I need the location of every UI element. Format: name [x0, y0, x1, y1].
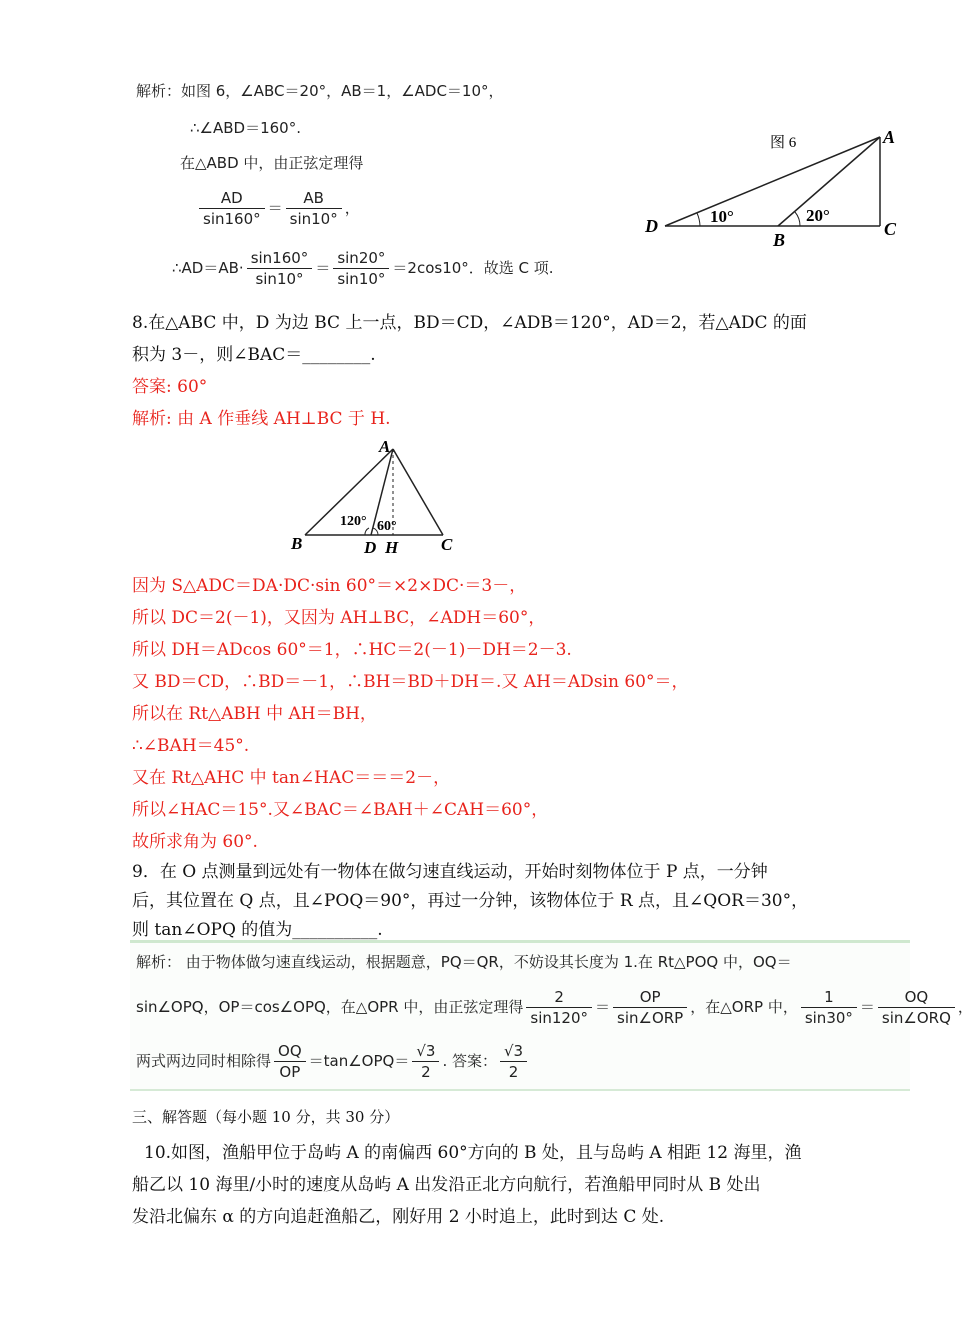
fraction-oq-sinorq: $\frac{OQ}{\text{sin∠ORQ}}$ — [878, 987, 955, 1028]
q8fig-label-h: H — [385, 538, 399, 557]
fraction-sin160-sin10: $\frac{\sin 160^\circ}{\sin 10^\circ}$ — [247, 248, 313, 289]
q8-step: 所以在 Rt△ABH 中 AH＝BH， — [132, 704, 377, 724]
q9-solution-box — [130, 940, 973, 1091]
q9-line1: 9．在 O 点测量到远处有一物体在做匀速直线运动，开始时刻物体位于 P 点，一分钟 — [132, 862, 768, 882]
q10-line2: 船乙以 10 海里/小时的速度从岛屿 A 出发沿正北方向航行，若渔船甲同时从 B 处出 — [132, 1175, 761, 1195]
q10-line1: 10.如图，渔船甲位于岛屿 A 的南偏西 60°方向的 B 处，且与岛屿 A 相距 12 海里，渔 — [144, 1143, 802, 1163]
q8-step: 又 BD＝CD，∴BD＝－1，∴BH＝BD＋DH＝.又 AH＝ADsin 60°＝， — [132, 672, 689, 692]
fig6-label-a: A — [883, 127, 896, 147]
fraction-op-sinorp: $\frac{OP}{\text{sin∠ORP}}$ — [613, 987, 687, 1028]
q8-step: 因为 S△ADC＝DA·DC·sin 60°＝×2×DC·＝3－， — [132, 576, 527, 596]
fraction-sin20-sin10: $\frac{\sin 20^\circ}{\sin 10^\circ}$ — [333, 248, 389, 289]
q8-step: 故所求角为 60°. — [132, 832, 258, 852]
q8-step: 所以∠HAC＝15°.又∠BAC＝∠BAH＋∠CAH＝60°， — [132, 800, 549, 820]
q9-line3: 则 tan∠OPQ 的值为__________. — [132, 920, 383, 940]
prev-solution-conclusion: ∴AD＝AB· $\frac{\sin 160^\circ}{\sin 10^\circ}$ ＝ $\frac{\sin 20^\circ}{\sin 10^\circ}$ ＝2cos10°．故选 C 项. — [172, 249, 554, 288]
fig6-label-c: C — [884, 219, 897, 239]
fig6-label-b: B — [773, 230, 786, 250]
q8fig-angle-60-label: 60° — [377, 519, 397, 534]
fraction-ad-sin160: $\frac{AD}{\sin 160^\circ}$ — [199, 188, 265, 229]
q8-answer: 答案: 60° — [132, 377, 208, 397]
q8-step: 所以 DH＝ADcos 60°＝1，∴HC＝2(－1)－DH＝2－3. — [132, 640, 572, 660]
q9-line2: 后，其位置在 Q 点，且∠POQ＝90°，再过一分钟，该物体位于 R 点，且∠QOR＝30°， — [132, 891, 809, 911]
fig6-caption: 图 6 — [770, 135, 797, 151]
q9-solution-row3: 两式两边同时相除得 $\frac{OQ}{OP}$ ＝tan∠OPQ＝ $\frac{√3}{2}$ . 答案： $\frac{√3}{2}$ — [136, 1041, 530, 1082]
q8fig-line-ac — [393, 449, 443, 535]
fraction-oq-op: $\frac{OQ}{OP}$ — [274, 1041, 306, 1082]
q8fig-label-b: B — [291, 534, 303, 553]
fig6-label-d: D — [645, 216, 658, 236]
q8-analysis: 解析: 由 A 作垂线 AH⊥BC 于 H. — [132, 409, 391, 429]
fig6-angle-d-label: 10° — [710, 207, 734, 226]
fraction-sqrt3-2: $\frac{√3}{2}$ — [412, 1041, 439, 1082]
q8-step: 又在 Rt△AHC 中 tan∠HAC＝＝＝2－， — [132, 768, 451, 788]
fig6-angle-b-label: 20° — [806, 206, 830, 225]
fig6-angle-d-arc — [697, 213, 700, 226]
q9-solution-row2: sin∠OPQ，OP＝cos∠OPQ，在△OPR 中，由正弦定理得 $\frac{2}{\sin 120^\circ}$ ＝ $\frac{OP}{\text{sin∠ORP}}$ ，在△ORP 中， $\frac{1}{\sin 30^\circ}$ ＝ $\frac{OQ}{\text{sin∠ORQ}}$ ， — [136, 988, 973, 1027]
fraction-answer-sqrt3-2: $\frac{√3}{2}$ — [500, 1041, 527, 1082]
q8-line1: 8.在△ABC 中，D 为边 BC 上一点，BD＝CD，∠ADB＝120°，AD＝2，若△ADC 的面 — [132, 313, 807, 333]
q8-step: ∴∠BAH＝45°. — [132, 736, 250, 756]
q8-step: 所以 DC＝2(－1)，又因为 AH⊥BC，∠ADH＝60°， — [132, 608, 546, 628]
q8fig-label-d: D — [364, 538, 377, 557]
q9-solution-row1: 解析： 由于物体做匀速直线运动，根据题意，PQ＝QR，不妨设其长度为 1.在 Rt△POQ 中，OQ＝ — [136, 953, 792, 971]
q10-line3: 发沿北偏东 α 的方向追赶渔船乙，刚好用 2 小时追上，此时到达 C 处. — [132, 1207, 665, 1227]
q8-line2: 积为 3－，则∠BAC＝________. — [132, 345, 376, 365]
figure-q8-triangle — [285, 436, 470, 558]
q8fig-angle-120-arc — [365, 528, 369, 535]
prev-solution-equation: $\frac{AD}{\sin 160^\circ}$ ＝ $\frac{AB}{\sin 10^\circ}$ ， — [196, 188, 360, 229]
q8fig-label-a: A — [379, 437, 391, 456]
fraction-1-sin30: $\frac{1}{\sin 30^\circ}$ — [801, 987, 857, 1028]
q8fig-label-c: C — [441, 535, 453, 554]
prev-solution-line2: ∴∠ABD＝160°. — [190, 119, 301, 137]
figure-6 — [640, 125, 910, 250]
prev-solution-line1: 解析：如图 6，∠ABC＝20°，AB＝1，∠ADC＝10°， — [136, 82, 504, 100]
fraction-ab-sin10: $\frac{AB}{\sin 10^\circ}$ — [286, 188, 342, 229]
fig6-angle-b-arc — [795, 212, 800, 226]
q8fig-angle-120-label: 120° — [340, 514, 367, 529]
section3-heading: 三、解答题（每小题 10 分，共 30 分） — [132, 1108, 400, 1126]
fraction-2-sin120: $\frac{2}{\sin 120^\circ}$ — [526, 987, 592, 1028]
prev-solution-line3: 在△ABD 中，由正弦定理得 — [180, 154, 364, 172]
